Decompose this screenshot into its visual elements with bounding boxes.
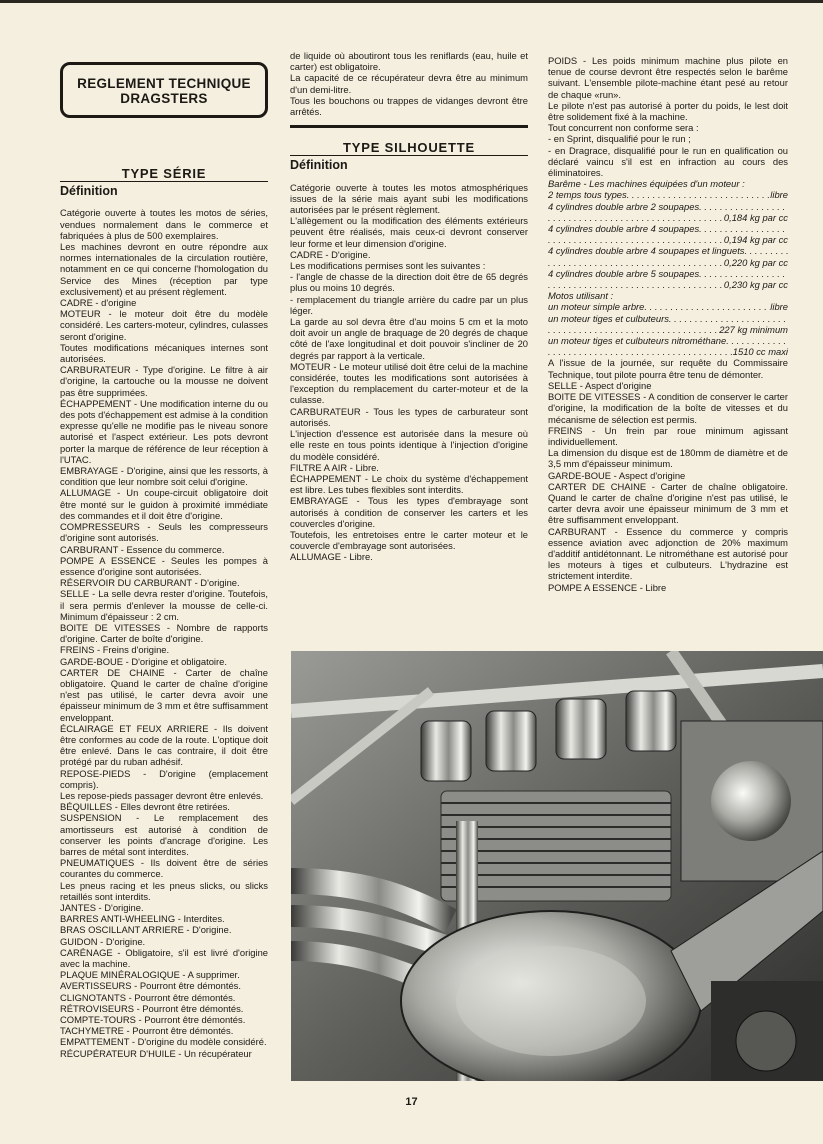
bareme-title: Barême - Les machines équipées d'un moteur : — [548, 178, 745, 190]
rule-paragraph: Catégorie ouverte à toutes les motos de séries, vendues normalement dans le commerce et fabriquées à plus de 500 exemplaires. — [60, 207, 268, 241]
page-number: 17 — [405, 1096, 418, 1108]
rule-paragraph: - remplacement du triangle arrière du cadre par un plus léger. — [290, 293, 528, 316]
poids-section — [548, 55, 788, 178]
rule-paragraph: SELLE - La selle devra rester d'origine. Toutefois, il sera permis d'enlever la mousse de celle-ci. Minimum d'épaisseur : 2 cm. — [60, 588, 268, 622]
rule-paragraph: COMPTE-TOURS - Pourront être démontés. — [60, 1014, 246, 1026]
column-1 — [60, 50, 268, 1059]
page-title-line-1: REGLEMENT TECHNIQUE — [77, 76, 251, 91]
bareme-row — [548, 234, 788, 245]
bareme-value: 0,220 kg par cc — [723, 256, 788, 268]
rule-paragraph: AVERTISSEURS - Pourront être démontés. — [60, 980, 241, 992]
rule-paragraph: ÉCHAPPEMENT - Le choix du système d'échappement est libre. Les tubes flexibles sont interdits. — [290, 472, 528, 496]
engine-photo — [291, 651, 823, 1081]
rule-paragraph: GARDE-BOUE - D'origine et obligatoire. — [60, 655, 227, 667]
rule-paragraph: Les pneus racing et les pneus slicks, ou slicks retaillés sont interdits. — [60, 879, 268, 902]
rule-paragraph: ÉCLAIRAGE ET FEUX ARRIERE - Ils doivent être conformes au code de la route. L'optique doit être enlevé. Dans le cas contraire, il doit être protégé par du ruban adhésif. — [60, 722, 268, 768]
column-3 — [548, 55, 788, 593]
bareme-value: libre — [770, 301, 788, 313]
rule-paragraph: CADRE - d'origine — [60, 297, 137, 309]
rule-paragraph: ALLUMAGE - Un coupe-circuit obligatoire doit être monté sur le guidon à proximité immédiate des commandes et il doit être d'origine. — [60, 487, 268, 521]
rule-paragraph: EMPATTEMENT - D'origine du modèle considéré. — [60, 1036, 267, 1048]
leader-dots — [744, 245, 788, 256]
rule-paragraph: CARTER DE CHAINE - Carter de chaîne obligatoire. Quand le carter de chaîne d'origine n'est pas utilisé, le carter devra avoir une épaisseur minimum de 3 mm et être suffisamment enveloppant. — [60, 666, 268, 723]
rule-paragraph: CARTER DE CHAINE - Carter de chaîne obligatoire. Quand le carter de chaîne d'origine n'est pas utilisé, le carter devra avoir une épaisseur minimum de 3 mm et être suffisamment enveloppant. — [548, 480, 788, 526]
rule-paragraph: BOITE DE VITESSES - A condition de conserver le carter d'origine, la modification de la boîte de vitesses et du mécanisme de sélection est permis. — [548, 391, 788, 425]
rule-paragraph: BARRES ANTI-WHEELING - Interdites. — [60, 913, 225, 925]
bareme-label: un moteur simple arbre — [548, 301, 645, 313]
leader-dots — [669, 313, 788, 324]
rule-paragraph: EMBRAYAGE - D'origine, ainsi que les ressorts, à condition que leur nombre soit celui d'origine. — [60, 465, 268, 488]
bareme-value: 0,230 kg par cc — [723, 279, 788, 291]
rule-paragraph: Tout concurrent non conforme sera : — [548, 122, 699, 134]
rule-paragraph: MOTEUR - Le moteur utilisé doit être celui de la machine considérée, toutes les modifications sont autorisées à l'exception du remplacement du carter-moteur et de la culasse. — [290, 360, 528, 406]
leader-dots — [548, 279, 724, 290]
rule-paragraph: BRAS OSCILLANT ARRIERE - D'origine. — [60, 924, 232, 936]
bareme-row — [548, 189, 788, 200]
bareme-label: un moteur tiges et culbuteurs — [548, 312, 669, 324]
bareme-row — [548, 201, 788, 212]
silhouette-definition-heading: Définition — [290, 158, 348, 173]
leader-dots — [644, 301, 770, 312]
leader-dots — [699, 268, 788, 279]
leader-dots — [699, 201, 788, 212]
rule-paragraph: TACHYMETRE - Pourront être démontés. — [60, 1025, 234, 1037]
rule-paragraph: BÉQUILLES - Elles devront être retirées. — [60, 801, 230, 813]
type-silhouette-heading: TYPE SILHOUETTE — [290, 142, 528, 156]
rule-paragraph: - en Dragrace, disqualifié pour le run en qualification ou déclaré vaincu s'il est en infraction au cours des éliminatoires. — [548, 144, 788, 179]
rule-paragraph: FILTRE A AIR - Libre. — [290, 461, 379, 473]
rule-paragraph: La dimension du disque est de 180mm de diamètre et de 3,5 mm d'épaisseur minimum. — [548, 447, 788, 470]
leader-dots — [548, 257, 724, 268]
rule-paragraph: Les machines devront en outre répondre aux normes internationales de la circulation routière, notamment en ce qui concerne l'homologation du Service des Mines (réception par type exclusivement) et au présent règlement. — [60, 241, 268, 297]
bareme-label: 4 cylindres double arbre 4 soupapes et linguets — [548, 245, 745, 257]
bareme-label: 4 cylindres double arbre 4 soupapes — [548, 223, 700, 235]
rule-paragraph: RÉTROVISEURS - Pourront être démontés. — [60, 1002, 244, 1014]
rule-paragraph: COMPRESSEURS - Seuls les compresseurs d'origine sont autorisés. — [60, 521, 268, 544]
rule-paragraph: GARDE-BOUE - Aspect d'origine — [548, 469, 686, 481]
bareme-row — [548, 279, 788, 290]
bareme-value: libre — [770, 189, 788, 201]
column-2 — [290, 50, 528, 563]
rule-paragraph: CARÉNAGE - Obligatoire, s'il est livré d'origine avec la machine. — [60, 946, 268, 970]
bareme-row — [548, 346, 788, 357]
rule-paragraph: ÉCHAPPEMENT - Une modification interne du ou des pots d'échappement est admise à la condition expresse qu'elle ne modifie pas le niveau sonore autorisé et l'aspect extérieur. Les pots devront porter la marque de référence de leur réception à l'UTAC. — [60, 397, 268, 465]
bareme-label: 2 temps tous types — [548, 189, 627, 201]
rule-paragraph: - en Sprint, disqualifié pour le run ; — [548, 133, 691, 145]
rule-paragraph: CARBURATEUR - Tous les types de carburateur sont autorisés. — [290, 405, 528, 428]
rule-paragraph: CLIGNOTANTS - Pourront être démontés. — [60, 991, 236, 1003]
rule-paragraph: FREINS - Un frein par roue minimum agissant individuellement. — [548, 424, 788, 447]
rule-paragraph: RÉSERVOIR DU CARBURANT - D'origine. — [60, 577, 240, 589]
motos-table — [548, 301, 788, 357]
type-serie-heading: TYPE SÉRIE — [60, 168, 268, 182]
rule-paragraph: SUSPENSION - Le remplacement des amortisseurs est autorisé à condition de conserver les points d'ancrage d'origine. Les barres de métal sont interdites. — [60, 812, 268, 857]
rule-paragraph: JANTES - D'origine. — [60, 902, 144, 913]
rule-paragraph: MOTEUR - le moteur doit être du modèle considéré. Les carters-moteur, cylindres, culasses seront d'origine. — [60, 308, 268, 342]
rule-paragraph: CARBURANT - Essence du commerce. — [60, 543, 225, 555]
rule-paragraph: Toutes modifications mécaniques internes sont autorisées. — [60, 341, 268, 365]
top-border — [0, 0, 823, 3]
page-title-line-2: DRAGSTERS — [120, 91, 208, 106]
rule-paragraph: ALLUMAGE - Libre. — [290, 551, 373, 563]
page-title-box — [60, 62, 268, 118]
leader-dots — [699, 223, 788, 234]
bareme-label: 4 cylindres double arbre 2 soupapes — [548, 200, 700, 212]
bareme-value: 227 kg minimum — [719, 323, 788, 335]
rule-paragraph: Catégorie ouverte à toutes les motos atmosphériques issues de la série mais ayant subi les modifications autorisées par le présent règlement. — [290, 181, 528, 216]
rule-paragraph: de liquide où aboutiront tous les reniflards (eau, huile et carter) est obligatoire. — [290, 50, 528, 73]
bareme-row — [548, 301, 788, 312]
rule-paragraph: BOITE DE VITESSES - Nombre de rapports d'origine. Carter de boîte d'origine. — [60, 621, 268, 645]
rule-paragraph: L'injection d'essence est autorisée dans la mesure où elle reste en tous points identique à l'injection d'origine du modèle considéré. — [290, 428, 528, 462]
leader-dots — [548, 234, 724, 245]
serie-continuation — [290, 50, 528, 117]
bareme-row — [548, 313, 788, 324]
rule-paragraph: POIDS - Les poids minimum machine plus pilote en tenue de course devront être respectés selon le barême suivant. L'ensemble pilote-machine étant pesé au retour de chaque «run». — [548, 55, 788, 100]
rule-paragraph: Le pilote n'est pas autorisé à porter du poids, le lest doit être solidement fixé à la machine. — [548, 99, 788, 123]
leader-dots — [548, 346, 733, 357]
rule-paragraph: Les modifications permises sont les suivantes : — [290, 260, 486, 272]
leader-dots — [548, 212, 724, 223]
engine-photo-illustration — [291, 651, 823, 1081]
serie-body — [60, 207, 268, 1058]
rule-paragraph: CARBURANT - Essence du commerce y compris essence aviation avec adjonction de 20% maximum d'additif antidétonnant. Le nitrométhane est autorisé pour les moteurs à tiges et culbuteurs. L'hydrazine est strictement interdite. — [548, 525, 788, 582]
leader-dots — [548, 324, 719, 335]
rule-paragraph: EMBRAYAGE - Tous les types d'embrayage sont autorisés à condition de conserver les carters et les couvercles d'origine. — [290, 495, 528, 529]
leader-dots — [627, 189, 771, 200]
rule-paragraph: CARBURATEUR - Type d'origine. Le filtre à air d'origine, la cartouche ou la mousse ne doivent pas être supprimées. — [60, 364, 268, 398]
rule-paragraph: SELLE - Aspect d'origine — [548, 379, 652, 391]
rule-paragraph: L'allègement ou la modification des éléments extérieurs peuvent être réalisés, mais ceux-ci devront conserver leur forme et leur dimension d'origine. — [290, 215, 528, 249]
bareme-row — [548, 324, 788, 335]
rule-paragraph: POMPE A ESSENCE - Seules les pompes à essence d'origine sont autorisées. — [60, 554, 268, 577]
rule-paragraph: POMPE A ESSENCE - Libre — [548, 581, 667, 593]
rule-paragraph: PLAQUE MINÉRALOGIQUE - A supprimer. — [60, 969, 240, 981]
leader-dots — [726, 335, 788, 346]
silhouette-body — [290, 182, 528, 563]
bareme-value: 0,184 kg par cc — [723, 211, 788, 223]
rule-paragraph: Tous les bouchons ou trappes de vidanges devront être arrêtés. — [290, 94, 528, 118]
rule-paragraph: La garde au sol devra être d'au moins 5 cm et la moto doit avoir un angle de braquage de 20 degrés de chaque côté de l'axe longitudinal et doit pouvoir s'incliner de 20 degrés par rapport à la verticale. — [290, 316, 528, 361]
section-divider — [290, 125, 528, 128]
bareme-value: 0,194 kg par cc — [723, 234, 788, 246]
bareme-label: un moteur tiges et culbuteurs nitrométhane — [548, 335, 727, 347]
bareme-label: 4 cylindres double arbre 5 soupapes — [548, 267, 700, 279]
rule-paragraph: La capacité de ce récupérateur devra être au minimum d'un demi-litre. — [290, 72, 528, 95]
rule-paragraph: PNEUMATIQUES - Ils doivent être de séries courantes du commerce. — [60, 857, 268, 880]
rule-paragraph: A l'issue de la journée, sur requête du Commissaire Technique, tout pilote pourra être tenu de démonter. — [548, 357, 788, 380]
bareme-row — [548, 223, 788, 234]
rule-paragraph: Toutefois, les entretoises entre le carter moteur et le couvercle d'embrayage sont autorisées. — [290, 528, 528, 552]
rule-paragraph: Les repose-pieds passager devront être enlevés. — [60, 789, 264, 801]
bareme-row — [548, 212, 788, 223]
bareme-row — [548, 245, 788, 256]
bareme-row — [548, 257, 788, 268]
bareme-value: 1510 cc maxi — [732, 346, 788, 358]
rule-paragraph: CADRE - D'origine. — [290, 248, 371, 260]
silhouette-rules-continued — [548, 357, 788, 592]
bareme-row — [548, 335, 788, 346]
rule-paragraph: - l'angle de chasse de la direction doit être de 65 degrés plus ou moins 10 degrés. — [290, 271, 528, 294]
rule-paragraph: RÉCUPÉRATEUR D'HUILE - Un récupérateur — [60, 1047, 252, 1059]
bareme-table — [548, 189, 788, 290]
rule-paragraph: FREINS - Freins d'origine. — [60, 644, 170, 656]
rule-paragraph: GUIDON - D'origine. — [60, 935, 146, 947]
motos-title: Motos utilisant : — [548, 290, 614, 302]
serie-definition-heading: Définition — [60, 184, 118, 199]
bareme-row — [548, 268, 788, 279]
rule-paragraph: REPOSE-PIEDS - D'origine (emplacement compris). — [60, 767, 268, 790]
